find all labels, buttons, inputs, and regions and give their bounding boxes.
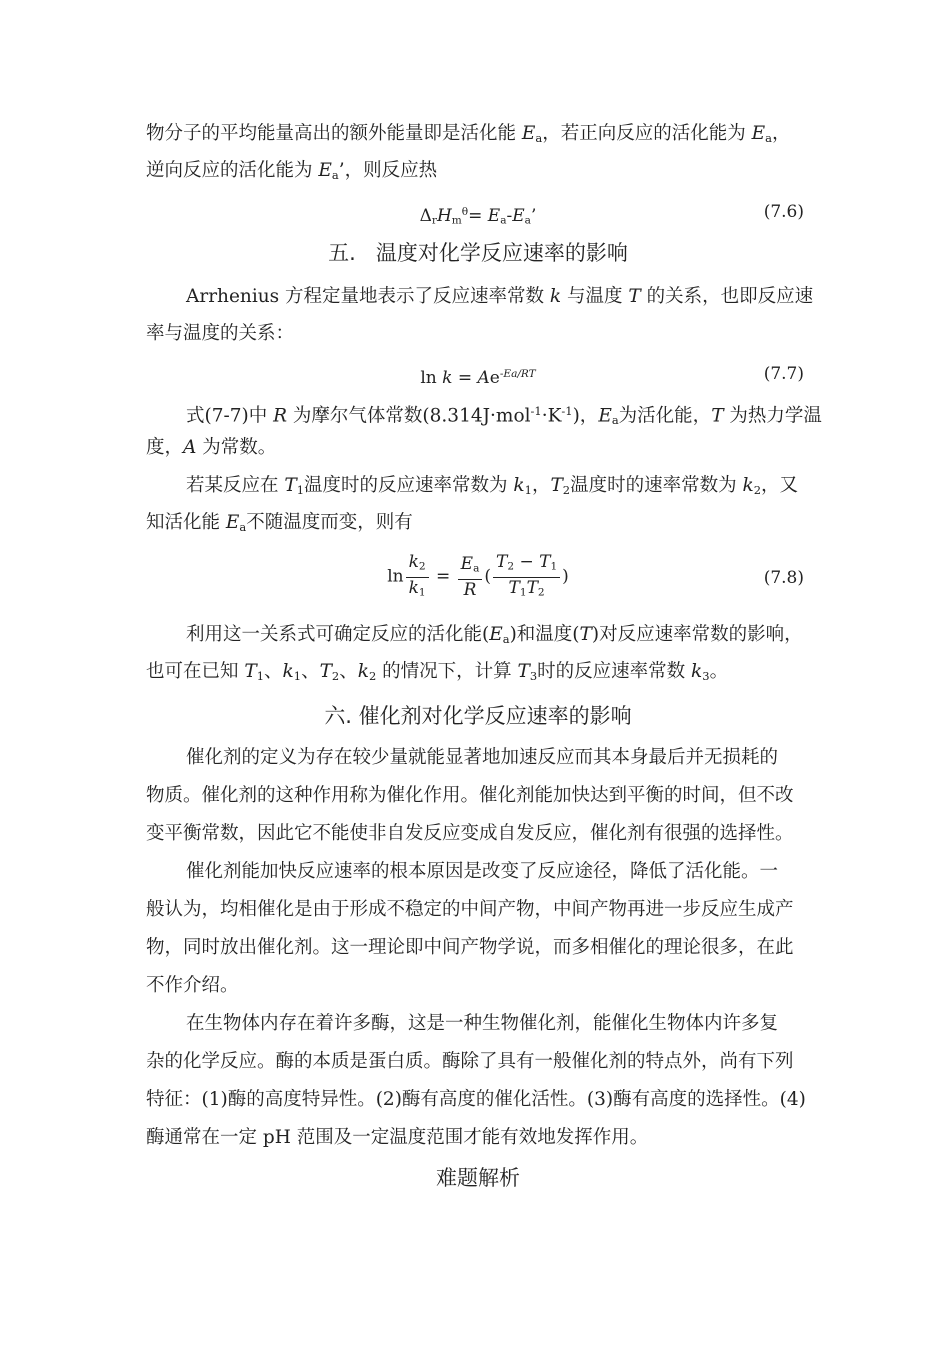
paragraph-line: Arrhenius 方程定量地表示了反应速率常数 k 与温度 T 的关系，也即反应速	[186, 286, 814, 307]
paragraph-line: 杂的化学反应。酶的本质是蛋白质。酶除了具有一般催化剂的特点外，尚有下列	[146, 1051, 794, 1072]
paragraph-line: 特征：(1)酶的高度特异性。(2)酶有高度的催化活性。(3)酶有高度的选择性。(4)	[146, 1089, 806, 1110]
paragraph-line: 逆向反应的活化能为 $E_a$’，则反应热	[146, 160, 438, 182]
paragraph-line: 若某反应在 $T_1$温度时的反应速率常数为 $k_1$，$T_2$温度时的速率常数为 $k_2$，又	[186, 475, 799, 497]
equation-number: (7.8)	[763, 568, 804, 588]
paragraph-line: 利用这一关系式可确定反应的活化能$(E_a)$和温度(T)对反应速率常数的影响，	[186, 624, 803, 646]
paragraph-line: 不作介绍。	[146, 975, 239, 996]
paragraph-line: 式(7-7)中 R 为摩尔气体常数$(8.314J\cdot mol^{-1}\cdot K^{-1})$，$E_a$为活化能，T 为热力学温	[186, 404, 822, 428]
paragraph-line: 变平衡常数，因此它不能使非自发反应变成自发反应，催化剂有很强的选择性。	[146, 823, 794, 844]
paragraph-line: 般认为，均相催化是由于形成不稳定的中间产物，中间产物再进一步反应生成产	[146, 899, 794, 920]
paragraph-line: 酶通常在一定 pH 范围及一定温度范围才能有效地发挥作用。	[146, 1127, 649, 1148]
paragraph-line: 率与温度的关系：	[146, 323, 295, 344]
equation-number: (7.7)	[763, 364, 804, 384]
paragraph-line: 物质。催化剂的这种作用称为催化作用。催化剂能加快达到平衡的时间，但不改	[146, 785, 794, 806]
equation-7-8: ln $\frac{k_2}{k_1}$ = $\frac{E_a}{R}$ ( $\frac{T_2 - T_1}{T_1T_2}$ ) (7.8)	[387, 552, 804, 600]
paragraph-line: 在生物体内存在着许多酶，这是一种生物催化剂，能催化生物体内许多复	[186, 1013, 779, 1034]
paragraph-line: 催化剂能加快反应速率的根本原因是改变了反应途径，降低了活化能。一	[186, 861, 779, 882]
paragraph-line: 也可在已知 $T_1$、$k_1$、$T_2$、$k_2$ 的情况下，计算 $T_3$时的反应速率常数 $k_3$。	[146, 661, 729, 683]
equation-7-7: $\ln k = Ae^{-Ea/RT}$ (7.7)	[420, 364, 804, 388]
paragraph-line: 知活化能 $E_a$不随温度而变，则有	[146, 512, 413, 534]
section-heading: 五. 温度对化学反应速率的影响	[328, 241, 628, 265]
equation-number: (7.6)	[763, 202, 804, 222]
equation-7-6: $\Delta_rH_m^\theta= E_a-E_a$’ (7.6)	[419, 202, 804, 227]
paragraph-line: 物，同时放出催化剂。这一理论即中间产物学说，而多相催化的理论很多，在此	[146, 937, 794, 958]
paragraph-line: 催化剂的定义为存在较少量就能显著地加速反应而其本身最后并无损耗的	[186, 747, 779, 768]
paragraph-line: 度，A 为常数。	[146, 437, 277, 458]
section-heading: 难题解析	[436, 1166, 520, 1190]
section-heading: 六. 催化剂对化学反应速率的影响	[324, 704, 632, 728]
paragraph-line: 物分子的平均能量高出的额外能量即是活化能 $E_a$，若正向反应的活化能为 $E_a$，	[146, 123, 791, 145]
